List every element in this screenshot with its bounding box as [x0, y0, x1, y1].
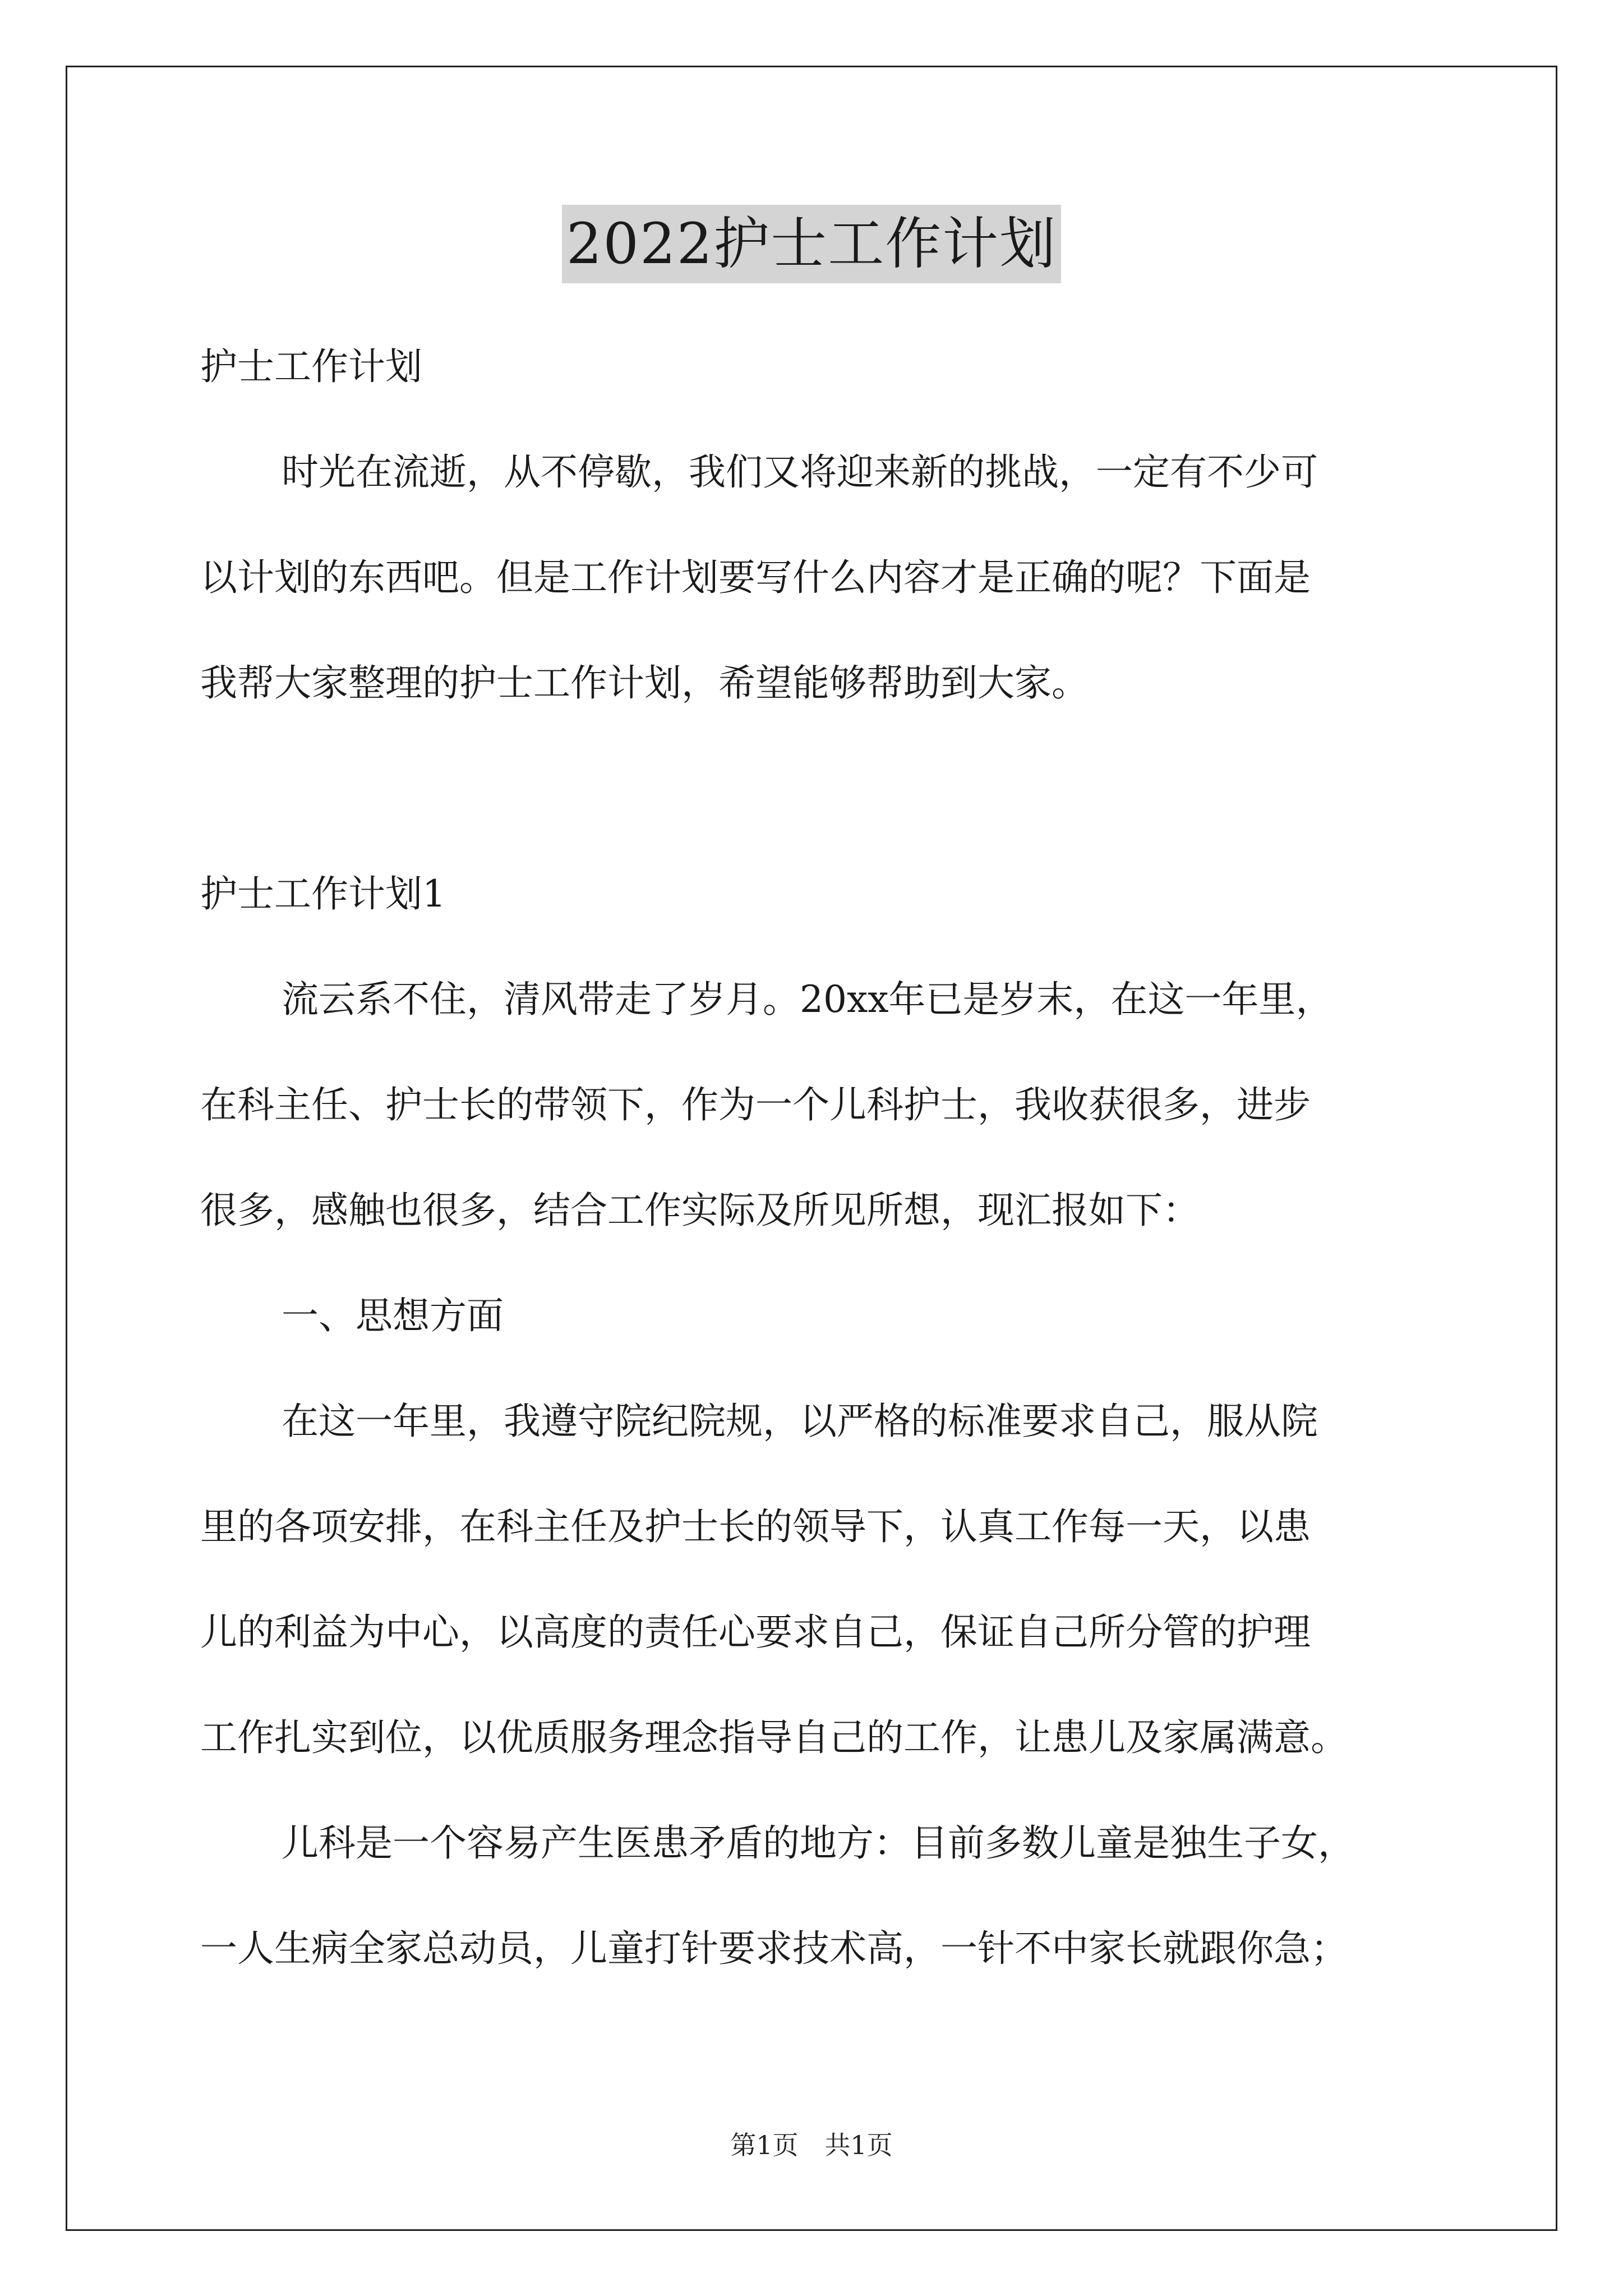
- document-body: [200, 314, 1434, 2001]
- paragraph-line: 里的各项安排，在科主任及护士长的领导下，认真工作每一天，以患: [200, 1505, 1311, 1548]
- document-title: 2022护士工作计划: [562, 205, 1062, 283]
- page-footer: [0, 2125, 1623, 2162]
- paragraph-line: 流云系不住，清风带走了岁月。20xx年已是岁末，在这一年里，: [282, 978, 1333, 1021]
- title-container: [0, 205, 1623, 283]
- section-heading: 护士工作计划1: [200, 872, 446, 915]
- paragraph-line: 我帮大家整理的护士工作计划，希望能够帮助到大家。: [200, 661, 1089, 705]
- paragraph-line: 儿的利益为中心，以高度的责任心要求自己，保证自己所分管的护理: [200, 1611, 1311, 1654]
- paragraph-line: 儿科是一个容易产生医患矛盾的地方：目前多数儿童是独生子女，: [282, 1821, 1355, 1865]
- page-number-total: 共1页: [824, 2130, 893, 2160]
- paragraph-line: 工作扎实到位，以优质服务理念指导自己的工作，让患儿及家属满意。: [200, 1716, 1348, 1759]
- paragraph-line: 在科主任、护士长的带领下，作为一个儿科护士，我收获很多，进步: [200, 1083, 1311, 1126]
- paragraph-line: 一人生病全家总动员，儿童打针要求技术高，一针不中家长就跟你急；: [200, 1927, 1348, 1970]
- paragraph-line: 以计划的东西吧。但是工作计划要写什么内容才是正确的呢？下面是: [200, 556, 1311, 599]
- section-heading: 护士工作计划: [200, 345, 422, 388]
- subsection-heading: 一、思想方面: [282, 1294, 504, 1337]
- paragraph-line: 时光在流逝，从不停歇，我们又将迎来新的挑战，一定有不少可: [282, 450, 1318, 494]
- blank-line: [200, 736, 1434, 841]
- paragraph-line: 在这一年里，我遵守院纪院规，以严格的标准要求自己，服从院: [282, 1400, 1318, 1443]
- page-number-current: 第1页: [730, 2130, 799, 2160]
- paragraph-line: 很多，感触也很多，结合工作实际及所见所想，现汇报如下：: [200, 1189, 1200, 1232]
